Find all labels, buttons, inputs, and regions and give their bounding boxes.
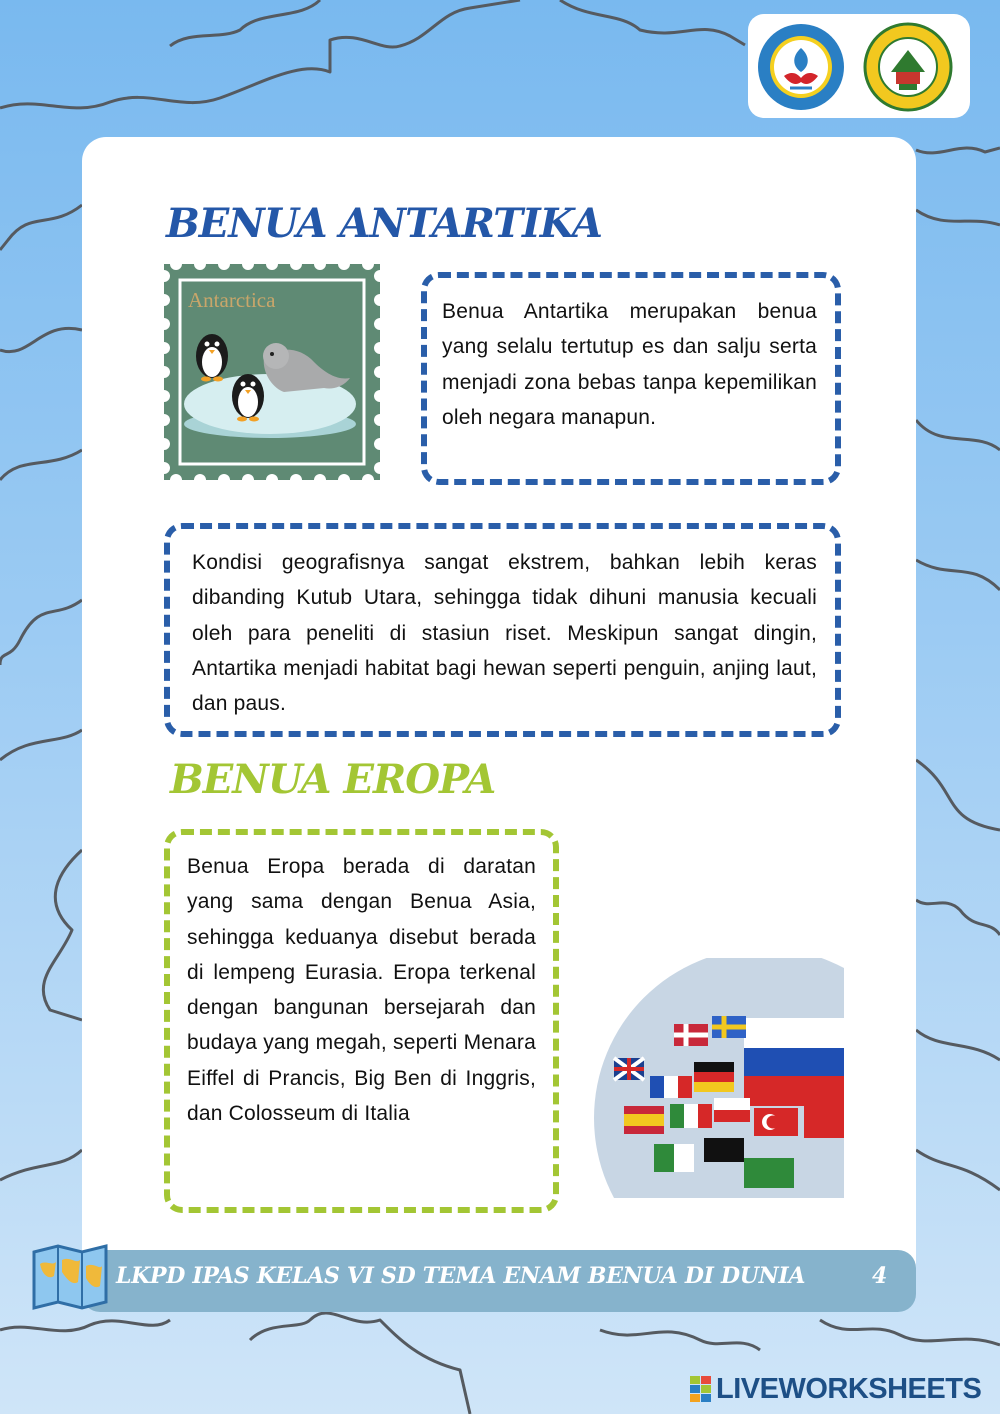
footer-title: LKPD IPAS KELAS VI SD TEMA ENAM BENUA DI DUNIA: [116, 1263, 806, 1289]
antarctica-intro-box: [421, 272, 841, 485]
world-map-book-icon: [30, 1242, 110, 1312]
antarctica-detail-box: [164, 523, 841, 737]
untirta-logo: [863, 22, 953, 112]
logos-panel: [748, 14, 970, 118]
antarctica-intro-text: Benua Antartika merupakan benua yang selalu tertutup es dan salju serta menjadi zona bebas tanpa kepemilikan oleh negara manapun.: [442, 300, 817, 429]
europe-heading: BENUA EROPA: [170, 756, 496, 803]
stamp-label: Antarctica: [188, 288, 276, 312]
liveworksheets-text: LIVEWORKSHEETS: [716, 1372, 982, 1405]
antarctica-heading: BENUA ANTARTIKA: [166, 200, 602, 247]
europe-text: Benua Eropa berada di daratan yang sama dengan Benua Asia, sehingga keduanya disebut berada di lempeng Eurasia. Eropa terkenal dengan bangunan bersejarah dan budaya yang megah, seperti Menara Eiffel di Prancis, Big Ben di Inggris, dan Colosseum di Italia: [187, 855, 536, 1126]
page-number: 4: [872, 1263, 888, 1289]
tut-wuri-handayani-logo: [756, 22, 846, 112]
europe-flags-globe-image: [594, 958, 844, 1198]
liveworksheets-logo-icon: [690, 1376, 712, 1402]
antarctica-detail-text: Kondisi geografisnya sangat ekstrem, bahkan lebih keras dibanding Kutub Utara, sehingga tidak dihuni manusia kecuali oleh para peneliti di stasiun riset. Meskipun sangat dingin, Antartika menjadi habitat bagi hewan seperti penguin, anjing laut, dan paus.: [192, 551, 817, 716]
liveworksheets-watermark: [690, 1370, 981, 1408]
europe-text-box: [164, 829, 559, 1213]
